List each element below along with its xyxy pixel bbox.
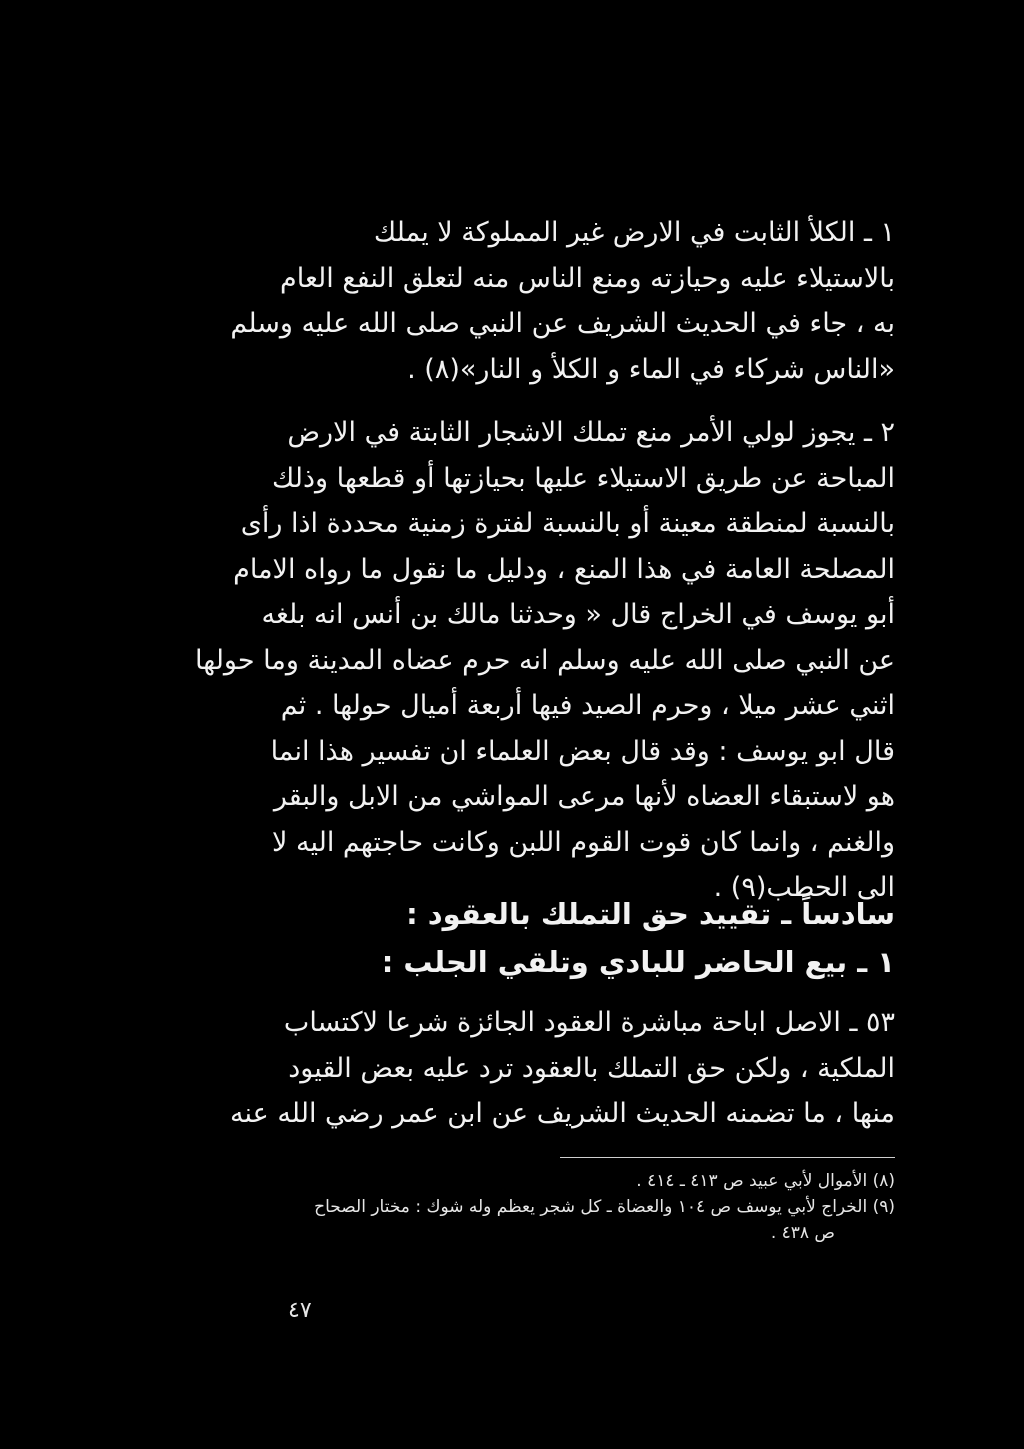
paragraph-2	[150, 410, 895, 911]
text-line: ٥٣ ـ الاصل اباحة مباشرة العقود الجائزة شرعا لاكتساب	[283, 1007, 895, 1038]
text-line: منها ، ما تضمنه الحديث الشريف عن ابن عمر رضي الله عنه	[230, 1098, 895, 1129]
footnotes	[150, 1168, 895, 1246]
footnote-separator	[560, 1157, 895, 1158]
text-line: والغنم ، وانما كان قوت القوم اللبن وكانت حاجتهم اليه لا	[271, 826, 895, 858]
text-line: اثني عشر ميلا ، وحرم الصيد فيها أربعة أميال حولها . ثم	[280, 690, 895, 721]
text-line: بالنسبة لمنطقة معينة أو بالنسبة لفترة زمنية محددة اذا رأى	[240, 508, 895, 539]
section-heading: سادساً ـ تقييد حق التملك بالعقود :	[406, 897, 895, 931]
text-line: المباحة عن طريق الاستيلاء عليها بحيازتها أو قطعها وذلك	[272, 462, 895, 494]
text-line: المصلحة العامة في هذا المنع ، ودليل ما نقول ما رواه الامام	[233, 553, 895, 585]
text-line: الملكية ، ولكن حق التملك بالعقود ترد عليه بعض القيود	[288, 1052, 895, 1084]
text-line: ٢ ـ يجوز لولي الأمر منع تملك الاشجار الثابتة في الارض	[287, 417, 895, 448]
paragraph-1	[150, 210, 895, 392]
text-line: به ، جاء في الحديث الشريف عن النبي صلى الله عليه وسلم	[230, 308, 895, 339]
footnote: (٩) الخراج لأبي يوسف ص ١٠٤ والعضاة ـ كل شجر يعظم وله شوك : مختار الصحاح	[314, 1197, 895, 1217]
paragraph-3	[150, 1000, 895, 1137]
section-headings	[150, 890, 895, 986]
main-text	[150, 210, 895, 911]
footnote-continuation: ص ٤٣٨ .	[770, 1223, 835, 1243]
footnote: (٨) الأموال لأبي عبيد ص ٤١٣ ـ ٤١٤ .	[636, 1171, 895, 1191]
text-line: عن النبي صلى الله عليه وسلم انه حرم عضاه المدينة وما حولها	[195, 644, 895, 676]
subsection-heading: ١ ـ بيع الحاضر للبادي وتلقي الجلب :	[381, 945, 895, 979]
text-line: أبو يوسف في الخراج قال « وحدثنا مالك بن أنس انه بلغه	[261, 599, 895, 630]
text-line: ١ ـ الكلأ الثابت في الارض غير المملوكة لا يملك	[373, 217, 895, 248]
text-line: الى الحطب(٩) .	[713, 872, 895, 903]
text-line: بالاستيلاء عليه وحيازته ومنع الناس منه لتعلق النفع العام	[280, 262, 895, 294]
page-number: ٤٧	[288, 1298, 312, 1323]
text-line: «الناس شركاء في الماء و الكلأ و النار»(٨) .	[407, 353, 895, 385]
text-line: هو لاستبقاء العضاه لأنها مرعى المواشي من الابل والبقر	[273, 781, 895, 812]
text-line: قال ابو يوسف : وقد قال بعض العلماء ان تفسير هذا انما	[270, 735, 895, 767]
paragraph-gap	[150, 392, 895, 410]
